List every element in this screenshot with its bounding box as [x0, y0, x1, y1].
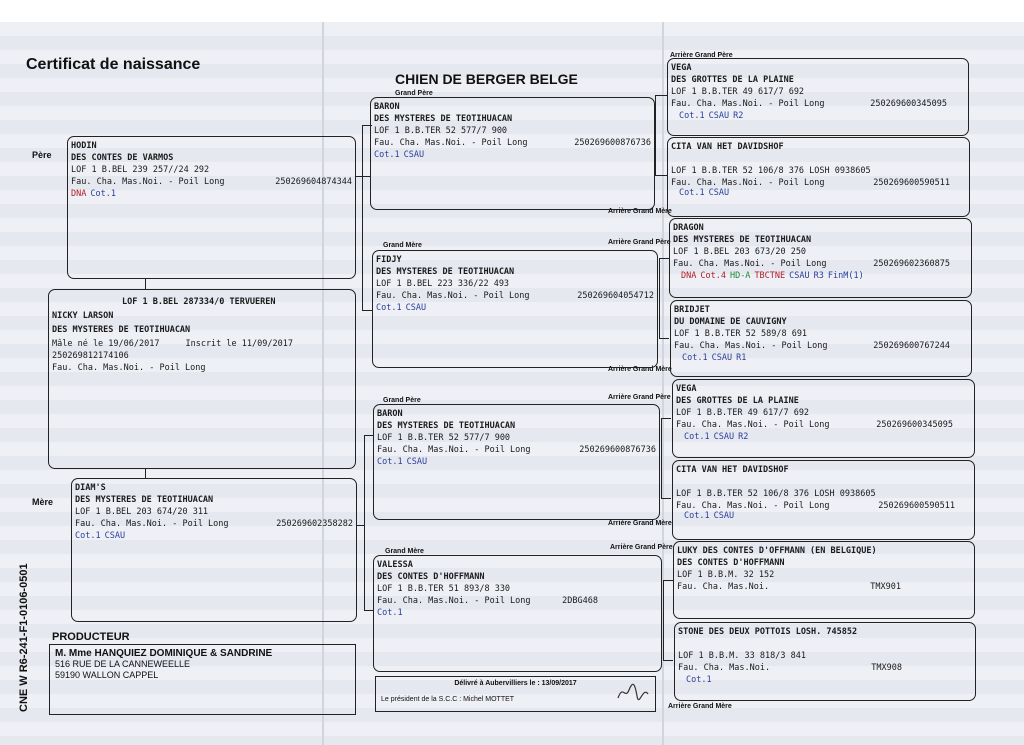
grand-pere-label: Grand Père: [383, 397, 421, 404]
gp1-description: Fau. Cha. Mas.Noi. - Poil Long: [374, 138, 528, 148]
gm2-chip: 2DBG468: [562, 596, 598, 606]
ggm1-registration: LOF 1 B.B.TER 52 106/8 376 LOSH 0938605: [671, 166, 871, 176]
grand-mere-label: Grand Mère: [385, 548, 424, 555]
arriere-grand-mere-label: Arrière Grand Mère: [608, 208, 672, 215]
grandmother-paternal-box: [372, 250, 658, 368]
ggp1-cot-tag: Cot.1: [679, 111, 705, 121]
gm1-affix: DES MYSTERES DE TEOTIHUACAN: [376, 267, 515, 277]
gp1-csau-tag: CSAU: [403, 150, 425, 160]
gm1-name: FIDJY: [376, 255, 402, 265]
ggp2-cot-tag: Cot.4: [700, 271, 726, 281]
dog-registration: LOF 1 B.BEL 287334/0 TERVUEREN: [122, 297, 276, 307]
arriere-grand-pere-label: Arrière Grand Père: [608, 239, 671, 246]
gm2-cot-tag: Cot.1: [377, 608, 403, 618]
ggm3-registration: LOF 1 B.B.TER 52 106/8 376 LOSH 0938605: [676, 489, 876, 499]
ggm1-box: [667, 137, 970, 217]
ggm2-csau-tag: CSAU: [711, 353, 733, 363]
page-title: Certificat de naissance: [26, 56, 201, 73]
vertical-reference: CNE W R6-241-F1-0106-0501: [18, 563, 30, 712]
father-dna-tag: DNA: [71, 189, 87, 199]
father-registration: LOF 1 B.BEL 239 257//24 292: [71, 165, 210, 175]
connector-line: [661, 418, 662, 498]
arriere-grand-pere-label: Arrière Grand Père: [670, 52, 733, 59]
gp2-name: BARON: [377, 409, 403, 419]
connector-line: [145, 469, 146, 478]
connector-line: [663, 580, 673, 581]
dog-birth: Mâle né le 19/06/2017: [52, 339, 160, 349]
ggm2-r-tag: R1: [736, 353, 747, 363]
ggm3-box: [672, 460, 975, 540]
gp1-cot-tag: Cot.1: [374, 150, 400, 160]
father-box: [67, 136, 356, 279]
gp1-registration: LOF 1 B.B.TER 52 577/7 900: [374, 126, 508, 136]
mere-label: Mère: [32, 497, 54, 507]
ggp3-box: [672, 379, 975, 458]
ggp2-tbctne-tag: TBCTNE: [754, 271, 786, 281]
dog-affix: DES MYSTERES DE TEOTIHUACAN: [52, 325, 191, 335]
grand-mere-label: Grand Mère: [383, 242, 422, 249]
ggp1-box: [667, 58, 969, 136]
ggm2-box: [670, 300, 972, 377]
ggp1-r-tag: R2: [733, 111, 744, 121]
gm1-csau-tag: CSAU: [405, 303, 427, 313]
ggm3-csau-tag: CSAU: [713, 511, 735, 521]
gm1-chip: 250269604054712: [577, 291, 654, 301]
ggp2-registration: LOF 1 B.BEL 203 673/20 250: [673, 247, 807, 257]
ggm4-box: [674, 622, 976, 701]
ggp1-registration: LOF 1 B.B.TER 49 617/7 692: [671, 87, 805, 97]
connector-line: [356, 525, 364, 526]
connector-line: [659, 258, 660, 338]
connector-line: [655, 95, 656, 175]
ggp2-affix: DES MYSTERES DE TEOTIHUACAN: [673, 235, 812, 245]
gp2-registration: LOF 1 B.B.TER 52 577/7 900: [377, 433, 511, 443]
ggm1-cot-tag: Cot.1: [679, 188, 705, 198]
ggp2-name: DRAGON: [673, 223, 704, 233]
ggp4-name: LUKY DES CONTES D'OFFMANN (EN BELGIQUE): [677, 546, 877, 556]
gp2-affix: DES MYSTERES DE TEOTIHUACAN: [377, 421, 516, 431]
gm2-name: VALESSA: [377, 560, 413, 570]
breed-title: CHIEN DE BERGER BELGE: [395, 71, 578, 87]
grandmother-maternal-box: [373, 555, 662, 672]
gp2-csau-tag: CSAU: [406, 457, 428, 467]
connector-line: [362, 310, 372, 311]
dog-description: Fau. Cha. Mas.Noi. - Poil Long: [52, 363, 206, 373]
gp1-chip: 250269600876736: [574, 138, 651, 148]
producer-address-line1: 516 RUE DE LA CANNEWEELLE: [55, 659, 191, 669]
producer-address-line2: 59190 WALLON CAPPEL: [55, 670, 159, 680]
arriere-grand-pere-label: Arrière Grand Père: [610, 544, 673, 551]
mother-description: Fau. Cha. Mas.Noi. - Poil Long: [75, 519, 229, 529]
ggp4-box: [673, 541, 975, 619]
ggp3-r-tag: R2: [738, 432, 749, 442]
ggm4-description: Fau. Cha. Mas.Noi.: [678, 663, 771, 673]
gp1-name: BARON: [374, 102, 400, 112]
producer-name: M. Mme HANQUIEZ DOMINIQUE & SANDRINE: [55, 648, 273, 659]
president-line: Le président de la S.C.C : Michel MOTTET: [381, 696, 515, 703]
arriere-grand-mere-label: Arrière Grand Mère: [608, 520, 672, 527]
ggm1-csau-tag: CSAU: [708, 188, 730, 198]
ggp4-description: Fau. Cha. Mas.Noi.: [677, 582, 770, 592]
gm1-registration: LOF 1 B.BEL 223 336/22 493: [376, 279, 510, 289]
mother-box: [71, 478, 357, 622]
ggm2-name: BRIDJET: [674, 305, 710, 315]
ggm4-name: STONE DES DEUX POTTOIS LOSH. 745852: [678, 627, 858, 637]
ggp3-registration: LOF 1 B.B.TER 49 617/7 692: [676, 408, 810, 418]
dog-chip: 250269812174106: [52, 351, 129, 361]
ggp1-csau-tag: CSAU: [708, 111, 730, 121]
ggm1-description: Fau. Cha. Mas.Noi. - Poil Long: [671, 178, 825, 188]
father-cot-tag: Cot.1: [90, 189, 116, 199]
father-affix: DES CONTES DE VARMOS: [71, 153, 174, 163]
dog-box: [48, 289, 356, 469]
ggm2-cot-tag: Cot.1: [682, 353, 708, 363]
arriere-grand-pere-label: Arrière Grand Père: [608, 394, 671, 401]
delivery-box: [375, 676, 656, 712]
ggp3-affix: DES GROTTES DE LA PLAINE: [676, 396, 799, 406]
mother-affix: DES MYSTERES DE TEOTIHUACAN: [75, 495, 214, 505]
arriere-grand-mere-label: Arrière Grand Mère: [608, 366, 672, 373]
ggp1-affix: DES GROTTES DE LA PLAINE: [671, 75, 794, 85]
grand-pere-label: Grand Père: [395, 90, 433, 97]
grandfather-paternal-box: [370, 97, 655, 210]
connector-line: [362, 125, 363, 310]
arriere-grand-mere-label: Arrière Grand Mère: [668, 703, 732, 710]
ggp3-csau-tag: CSAU: [713, 432, 735, 442]
signature-mark: [615, 680, 651, 704]
ggp4-chip: TMX901: [870, 582, 901, 592]
ggp2-hd-tag: HD-A: [729, 271, 751, 281]
connector-line: [659, 338, 669, 339]
connector-line: [364, 435, 365, 610]
mother-csau-tag: CSAU: [104, 531, 126, 541]
ggm4-chip: TMX908: [871, 663, 902, 673]
producer-label: PRODUCTEUR: [52, 631, 130, 643]
ggm2-description: Fau. Cha. Mas.Noi. - Poil Long: [674, 341, 828, 351]
gp2-description: Fau. Cha. Mas.Noi. - Poil Long: [377, 445, 531, 455]
ggm3-chip: 250269600590511: [878, 501, 955, 511]
gm2-description: Fau. Cha. Mas.Noi. - Poil Long: [377, 596, 531, 606]
mother-cot-tag: Cot.1: [75, 531, 101, 541]
ggp3-description: Fau. Cha. Mas.Noi. - Poil Long: [676, 420, 830, 430]
ggm3-cot-tag: Cot.1: [684, 511, 710, 521]
connector-line: [655, 175, 667, 176]
ggm2-registration: LOF 1 B.B.TER 52 589/8 691: [674, 329, 808, 339]
connector-line: [663, 580, 664, 660]
ggp1-name: VEGA: [671, 63, 692, 73]
ggm4-registration: LOF 1 B.B.M. 33 818/3 841: [678, 651, 806, 661]
father-name: HODIN: [71, 141, 97, 151]
father-chip: 250269604874344: [275, 177, 352, 187]
connector-line: [661, 498, 671, 499]
dog-inscrit: Inscrit le 11/09/2017: [185, 339, 293, 349]
connector-line: [655, 95, 667, 96]
connector-line: [659, 258, 669, 259]
ggm1-name: CITA VAN HET DAVIDSHOF: [671, 142, 784, 152]
ggp4-registration: LOF 1 B.B.M. 32 152: [677, 570, 775, 580]
ggp3-chip: 250269600345095: [876, 420, 953, 430]
gp2-chip: 250269600876736: [579, 445, 656, 455]
gm2-affix: DES CONTES D'HOFFMANN: [377, 572, 485, 582]
ggp3-cot-tag: Cot.1: [684, 432, 710, 442]
ggp2-chip: 250269602360875: [873, 259, 950, 269]
ggp2-csau-tag: CSAU: [789, 271, 810, 281]
connector-line: [661, 418, 671, 419]
gm1-cot-tag: Cot.1: [376, 303, 402, 313]
ggp4-affix: DES CONTES D'HOFFMANN: [677, 558, 785, 568]
ggm2-chip: 250269600767244: [873, 341, 950, 351]
dog-name: NICKY LARSON: [52, 311, 114, 321]
ggp2-dna-tag: DNA: [681, 271, 697, 281]
gp1-affix: DES MYSTERES DE TEOTIHUACAN: [374, 114, 513, 124]
gp2-cot-tag: Cot.1: [377, 457, 403, 467]
ggm3-description: Fau. Cha. Mas.Noi. - Poil Long: [676, 501, 830, 511]
father-description: Fau. Cha. Mas.Noi. - Poil Long: [71, 177, 225, 187]
ggm4-cot-tag: Cot.1: [686, 675, 712, 685]
ggp3-name: VEGA: [676, 384, 697, 394]
delivery-date: Délivré à Aubervilliers le : 13/09/2017: [454, 680, 577, 687]
gm1-description: Fau. Cha. Mas.Noi. - Poil Long: [376, 291, 530, 301]
ggp2-finm-tag: FinM(1): [827, 271, 864, 281]
grandfather-maternal-box: [373, 404, 660, 520]
gm2-registration: LOF 1 B.B.TER 51 893/8 330: [377, 584, 511, 594]
ggp1-description: Fau. Cha. Mas.Noi. - Poil Long: [671, 99, 825, 109]
ggp2-r-tag: R3: [813, 271, 824, 281]
connector-line: [145, 279, 146, 289]
ggp2-box: [669, 218, 972, 298]
ggm3-name: CITA VAN HET DAVIDSHOF: [676, 465, 789, 475]
ggp2-description: Fau. Cha. Mas.Noi. - Poil Long: [673, 259, 827, 269]
mother-name: DIAM'S: [75, 483, 106, 493]
pere-label: Père: [32, 150, 52, 160]
mother-registration: LOF 1 B.BEL 203 674/20 311: [75, 507, 209, 517]
ggm2-affix: DU DOMAINE DE CAUVIGNY: [674, 317, 787, 327]
producer-box: [49, 644, 356, 715]
connector-line: [663, 660, 673, 661]
ggp1-chip: 250269600345095: [870, 99, 947, 109]
ggm1-chip: 250269600590511: [873, 178, 950, 188]
mother-chip: 250269602358282: [276, 519, 353, 529]
